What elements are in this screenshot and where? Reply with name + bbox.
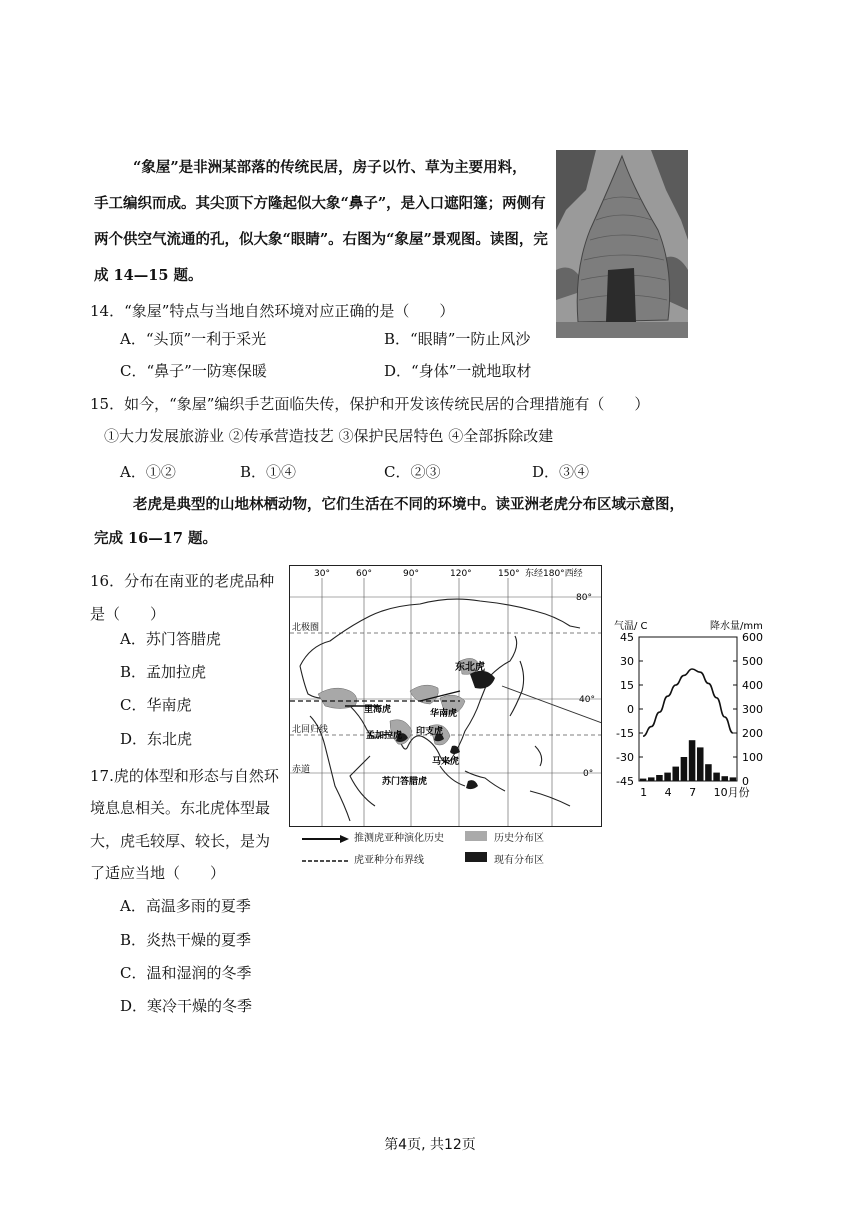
temp-tick-label: 0 <box>627 703 634 716</box>
q15-option-a[interactable]: A．①② <box>120 463 176 481</box>
lon-label-90: 90° <box>403 569 419 579</box>
q17-stem-line4: 了适应当地（ ） <box>90 864 226 882</box>
label-indochinese-tiger: 印支虎 <box>416 727 444 737</box>
q17-option-b[interactable]: B．炎热干燥的夏季 <box>120 931 252 949</box>
q15-stem: 15．如今，“象屋”编织手艺面临失传，保护和开发该传统民居的合理措施有（ ） <box>90 395 650 413</box>
legend-history-label: 历史分布区 <box>494 833 544 844</box>
precip-tick-label: 400 <box>742 679 763 692</box>
precip-tick-label: 200 <box>742 727 763 740</box>
q14-option-d[interactable]: D．“身体”一就地取材 <box>384 362 532 380</box>
climate-chart <box>606 615 782 805</box>
q14-stem: 14．“象屋”特点与当地自然环境对应正确的是（ ） <box>90 302 455 320</box>
precip-bar <box>640 779 647 781</box>
precip-bar <box>705 764 712 781</box>
label-northeast-tiger: 东北虎 <box>455 662 485 673</box>
precip-tick-label: 500 <box>742 655 763 668</box>
asia-tiger-map <box>289 565 602 827</box>
precip-bar <box>672 767 679 781</box>
q14-option-b[interactable]: B．“眼睛”一防止风沙 <box>384 330 531 348</box>
arctic-circle-label: 北极圈 <box>292 623 320 633</box>
chart-frame <box>639 637 737 781</box>
temperature-curve <box>643 669 733 736</box>
precip-tick-label: 300 <box>742 703 763 716</box>
temp-tick-label: 45 <box>620 631 634 644</box>
q16-option-b[interactable]: B．孟加拉虎 <box>120 663 207 681</box>
elephant-house-photo <box>556 150 688 338</box>
q15-option-d[interactable]: D．③④ <box>532 463 590 481</box>
month-tick-label: 7 <box>689 786 697 799</box>
q14-option-c[interactable]: C．“鼻子”一防寒保暖 <box>120 362 267 380</box>
lat-label-80: 80° <box>576 593 592 603</box>
passage2-line1: 老虎是典型的山地林栖动物，它们生活在不同的环境中。读亚洲老虎分布区域示意图， <box>133 496 684 513</box>
month-tick-label: 1 <box>640 786 648 799</box>
temp-tick-label: -45 <box>616 775 634 788</box>
q16-option-d[interactable]: D．东北虎 <box>120 730 193 748</box>
lon-label-120: 120° <box>450 569 472 579</box>
q15-option-c[interactable]: C．②③ <box>384 463 441 481</box>
legend-current-label: 现有分布区 <box>494 855 544 866</box>
temp-tick-label: 15 <box>620 679 634 692</box>
label-caspian-tiger: 里海虎 <box>364 705 392 715</box>
legend-current-swatch <box>465 852 487 862</box>
q17-stem-line1: 17.虎的体型和形态与自然环 <box>90 767 279 785</box>
precip-bar <box>721 776 728 781</box>
passage1-line1: “象屋”是非洲某部落的传统民居，房子以竹、草为主要用料， <box>133 159 527 176</box>
month-tick-label: 10月份 <box>713 786 750 799</box>
q14-option-a[interactable]: A．“头顶”一利于采光 <box>120 330 267 348</box>
precip-bar <box>664 773 671 781</box>
precip-bar <box>648 777 655 781</box>
lon-label-180: 东经180°西经 <box>525 569 583 579</box>
temp-tick-label: 30 <box>620 655 634 668</box>
precip-tick-label: 600 <box>742 631 763 644</box>
lon-label-60: 60° <box>356 569 372 579</box>
label-bengal-tiger: 孟加拉虎 <box>366 731 403 741</box>
precip-axis-label: 降水量/mm <box>710 621 763 632</box>
q16-option-c[interactable]: C．华南虎 <box>120 696 192 714</box>
q16-stem-line1: 16．分布在南亚的老虎品种 <box>90 572 275 590</box>
q17-stem-line2: 境息息相关。东北虎体型最 <box>90 799 271 817</box>
equator-label: 赤道 <box>292 765 311 775</box>
month-tick-label: 4 <box>664 786 672 799</box>
q17-option-d[interactable]: D．寒冷干燥的冬季 <box>120 997 253 1015</box>
legend-arrow-icon <box>302 829 350 848</box>
label-malayan-tiger: 马来虎 <box>432 757 460 767</box>
temp-axis-label: 气温/ C <box>614 621 648 632</box>
passage2-line2: 完成 16—17 题。 <box>94 530 217 547</box>
label-sumatran-tiger: 苏门答腊虎 <box>382 777 428 787</box>
legend-arrow-label: 推测虎亚种演化历史 <box>354 833 444 844</box>
precip-bar <box>681 757 688 781</box>
lat-label-0: 0° <box>583 769 594 779</box>
passage1-line4: 成 14—15 题。 <box>94 267 203 284</box>
lon-label-30: 30° <box>314 569 330 579</box>
lat-label-40: 40° <box>579 695 595 705</box>
precip-bar <box>656 775 663 781</box>
page-footer: 第4页, 共12页 <box>384 1137 476 1153</box>
precip-bar <box>689 740 696 781</box>
temp-tick-label: -30 <box>616 751 634 764</box>
legend-history-swatch <box>465 831 487 841</box>
q16-stem-line2: 是（ ） <box>90 605 166 623</box>
passage1-line2: 手工编织而成。其尖顶下方隆起似大象“鼻子”，是入口遮阳篷；两侧有 <box>94 195 546 212</box>
precip-bar <box>713 773 720 781</box>
legend-dashed-icon <box>302 851 350 870</box>
precip-bar <box>730 777 737 781</box>
q16-option-a[interactable]: A．苏门答腊虎 <box>120 630 221 648</box>
precip-bar <box>697 747 704 781</box>
temp-tick-label: -15 <box>616 727 634 740</box>
lon-label-150: 150° <box>498 569 520 579</box>
label-south-china-tiger: 华南虎 <box>430 709 458 719</box>
q15-items: ①大力发展旅游业 ②传承营造技艺 ③保护民居特色 ④全部拆除改建 <box>104 427 554 445</box>
q17-option-c[interactable]: C．温和湿润的冬季 <box>120 964 252 982</box>
passage1-line3: 两个供空气流通的孔，似大象“眼睛”。右图为“象屋”景观图。读图，完 <box>94 231 548 248</box>
tropic-cancer-label: 北回归线 <box>292 725 329 735</box>
precip-tick-label: 100 <box>742 751 763 764</box>
q15-option-b[interactable]: B．①④ <box>240 463 297 481</box>
q17-option-a[interactable]: A．高温多雨的夏季 <box>120 897 251 915</box>
precip-tick-label: 0 <box>742 775 749 788</box>
legend-dashed-label: 虎亚种分布界线 <box>354 855 424 866</box>
q17-stem-line3: 大，虎毛较厚、较长，是为 <box>90 832 271 850</box>
